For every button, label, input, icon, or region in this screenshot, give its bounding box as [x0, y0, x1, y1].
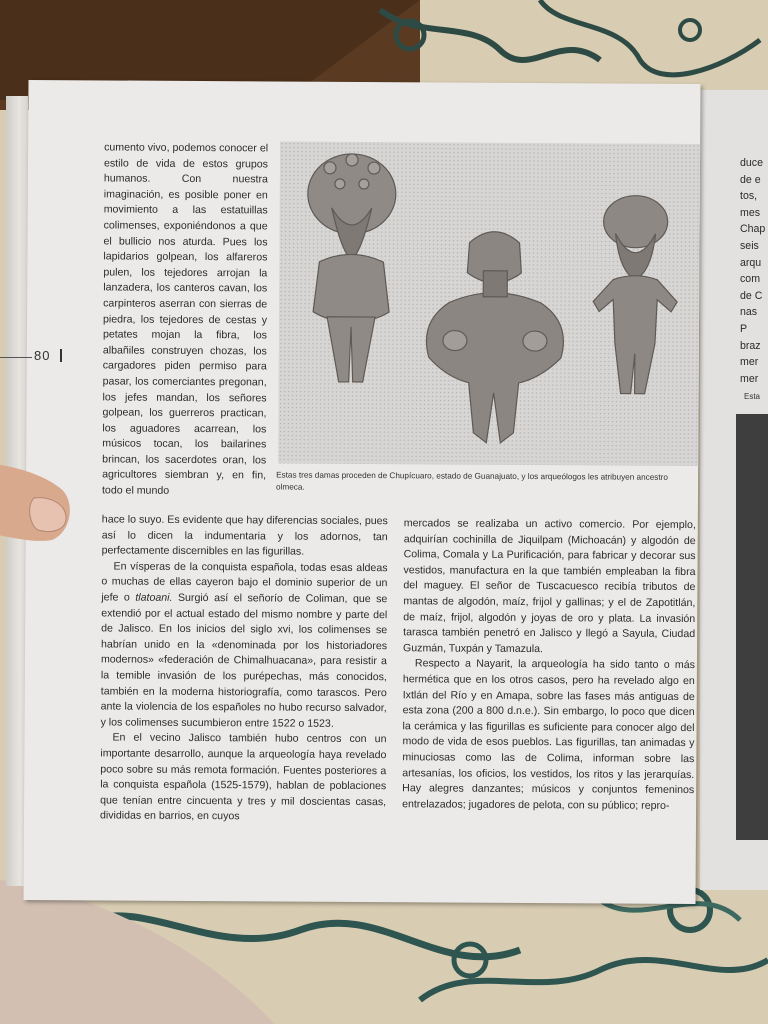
figurines-photo [278, 141, 700, 466]
page-number: 80 [34, 348, 51, 363]
page-number-bar [60, 349, 62, 362]
right-page-caption: Esta [744, 392, 761, 401]
paragraph-conquista: En vísperas de la conquista española, todas esas aldeas o muchas de ellas cayeron bajo el dominio superior de un jefe o tlatoani. Surgió así el señorío de Coliman, que se extendió por el actual estado del mismo nombre y parte del de Jalisco. En los inicios del siglo xvi, los colimenses se habrían unido en la «denominada por los historiadores modernos» «federación de Chimalhuacana», para resistir a la temible invasión de los purépechas, más conocidos, también en la moderna historiografía, como tarascos. Pero ante la violencia de los españoles no hubo recurso salvador, y los colimenses sucumbieron entre 1522 o 1523. [100, 560, 388, 730]
text-column-right: mercados se realizaba un activo comercio. Por ejemplo, adquirían cochinilla de Jiquilpam (Michoacán) y algodón de Colima, Comala y La Purificación, para fabricar y decorar sus vestidos, manufactura en la que también empleaban la fibra del maguey. El señor de Tuscacuesco recibía tributos de mantas de algodón, maíz, frijol y gallinas; y el de Zapotitlán, de maíz, frijol, algodón y joyas de oro y plata. La invasión tarasca también penetró en Jalisco y llegó a Sayula, Ciudad Guzmán, Tuxpán y Tamazula. Respecto a Nayarit, la arqueología ha sido tanto o más hermética que en los otros casos, pero ha revelado algo en Ixtlán del Río y en Amapa, sobre las fases más antiguas de esta zona (200 a 800 d.n.e.). Sin embargo, lo poco que dicen la cerámica y las figurillas es suficiente para conocer algo del modo de vida de esos pueblos. Las figurillas, tan animadas y minuciosas como las de Colima, informan sobre las artesanías, los oficios, los vestidos, los ritos y las jerarquías. Hay alegres danzantes; músicos y conjuntos femeninos entrelazados; jugadores de pelota, con su público; repro- [402, 517, 696, 812]
text-column-left: hace lo suyo. Es evidente que hay diferencias sociales, pues así lo dicen la indumentaria y los adornos, tan perfectamente discernibles en las figurillas. En vísperas de la conquista española, todas esas aldeas o muchas de ellas cayeron bajo el dominio superior de un jefe o tlatoani. Surgió así el señorío de Coliman, que se extendió por el actual estado del mismo nombre y parte del de Jalisco. En los inicios del siglo xvi, los colimenses se habrían unido en la «denominada por los historiadores modernos» «federación de Chimalhuacana», para resistir a la temible invasión de los purépechas, más conocidos, también en la moderna historiografía, como tarascos. Pero ante la violencia de los españoles no hubo recurso salvador, y los colimenses sucumbieron entre 1522 o 1523. En el vecino Jalisco también hubo centros con un importante desarrollo, aunque la arqueología haya revelado poco sobre su más remota formación. Fuentes posteriores a la conquista española (1525-1579), hablan de poblaciones que tenían entre cincuenta y tres y mil doscientas casas, divididas en barrios, en cuyos [99, 513, 388, 823]
right-page-photo [736, 414, 768, 840]
right-page-text: duce de e tos, mes Chap seis arqu com de C nas P braz mer mer [740, 157, 766, 385]
thumb [0, 462, 76, 542]
text-column-top: cumento vivo, podemos conocer el estilo de vida de estos grupos humanos. Con nuestra imaginación, es posible poner en movimiento a las estatuillas colimenses, exponiéndonos a que el bullicio nos aturda. Pues los lapidarios golpean, los alfareros pulen, los tejedores arrojan la lanzadera, los canteros cavan, los carpinteros aserran con sierras de piedra, los tejedores de cestas y petates mojan la fibra, los albañiles construyen chozas, los cargadores piden permiso para pasar, los comerciantes pregonan, los jefes mandan, los señores golpean, los guerreros practican, los aguadores acarrean, los músicos tocan, los bailarines brincan, los sacerdotes oran, los agricultores siembran y, en fin, todo el mundo [101, 141, 269, 497]
book-page [24, 80, 701, 904]
knee [0, 880, 300, 1024]
photo-caption: Estas tres damas proceden de Chupícuaro, estado de Guanajuato, y los arqueólogos les atribuyen ancestro olmeca. [276, 470, 669, 492]
page-number-rule [0, 357, 32, 358]
